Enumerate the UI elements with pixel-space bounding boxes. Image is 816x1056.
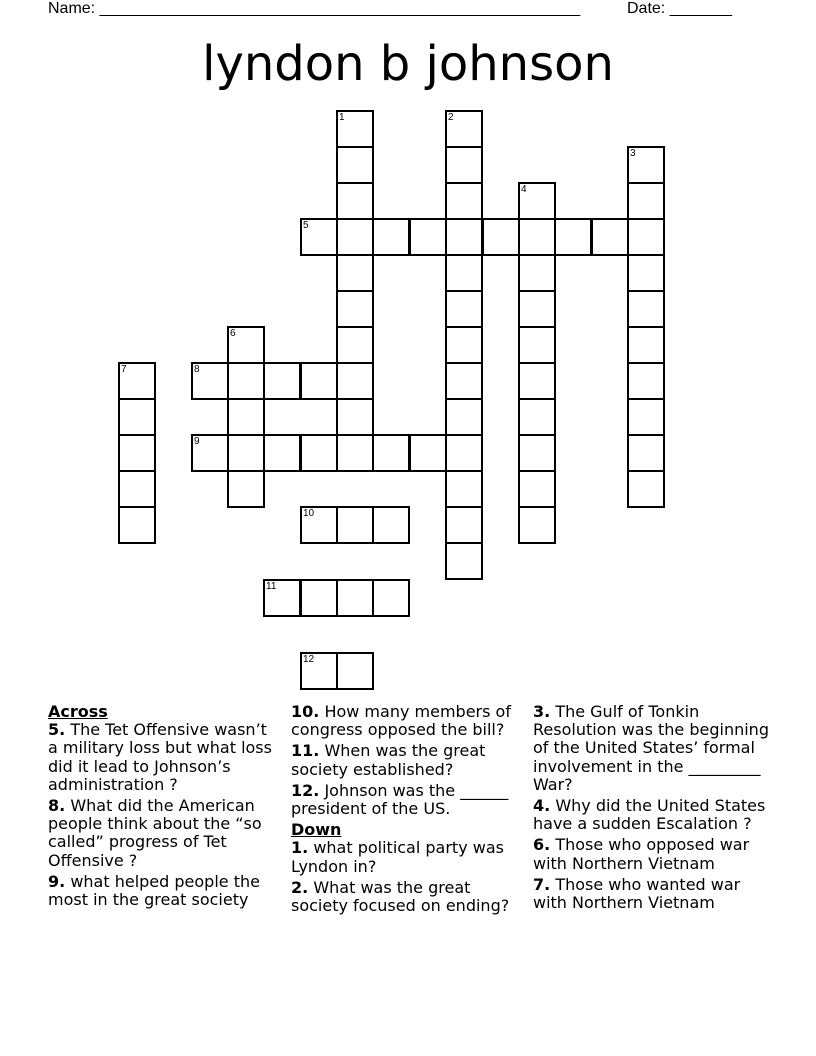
crossword-cell[interactable] [445,470,483,508]
crossword-cell[interactable] [336,326,374,364]
cell-number: 12 [303,654,315,665]
clue-down-2 [291,879,527,915]
name-blank: ______________________________________________________ [99,0,581,17]
crossword-cell[interactable] [118,362,156,400]
clue-down-6 [533,836,769,872]
crossword-cell[interactable] [518,182,556,220]
crossword-cell[interactable] [227,326,265,364]
clue-number: 2. [291,877,309,897]
cell-number: 3 [630,148,636,159]
clue-across-9 [48,873,278,909]
crossword-cell[interactable] [372,579,410,617]
crossword-cell[interactable] [300,652,338,690]
crossword-cell[interactable] [445,290,483,328]
crossword-cell[interactable] [518,398,556,436]
crossword-cell[interactable] [627,218,665,256]
crossword-cell[interactable] [300,579,338,617]
crossword-cell[interactable] [372,506,410,544]
clue-text: Why did the United States have a sudden Escalation ? [533,796,766,834]
clue-text: Johnson was the ______ president of the US. [291,780,509,819]
clue-number: 5. [48,720,66,740]
clue-text: what helped people the most in the great society [48,871,260,910]
crossword-cell[interactable] [445,182,483,220]
clue-text: Those who wanted war with Northern Vietnam [533,874,741,913]
crossword-cell[interactable] [372,434,410,472]
crossword-cell[interactable] [445,254,483,292]
crossword-cell[interactable] [227,398,265,436]
crossword-cell[interactable] [263,579,301,617]
crossword-cell[interactable] [300,362,338,400]
crossword-cell[interactable] [336,290,374,328]
crossword-cell[interactable] [227,362,265,400]
clue-number: 3. [533,702,551,721]
crossword-cell[interactable] [336,652,374,690]
crossword-cell[interactable] [554,218,592,256]
clue-number: 12. [291,780,320,800]
name-label: Name: [48,0,96,17]
crossword-cell[interactable] [591,218,629,256]
cell-number: 8 [194,364,200,375]
clue-across-12 [291,782,527,818]
clue-text: The Tet Offensive wasn’t a military loss but what loss did it lead to Johnson’s administration ? [48,720,272,794]
crossword-cell[interactable] [118,506,156,544]
date-label: Date: [627,0,666,17]
clue-text: When was the great society established? [291,741,486,779]
down-heading: Down [291,820,342,840]
clue-number: 8. [48,796,66,816]
crossword-cell[interactable] [409,434,447,472]
crossword-cell[interactable] [518,254,556,292]
crossword-cell[interactable] [372,218,410,256]
crossword-cell[interactable] [518,218,556,256]
cell-number: 2 [448,112,454,123]
crossword-cell[interactable] [445,434,483,472]
clue-text: Those who opposed war with Northern Vietnam [533,835,750,873]
cell-number: 1 [339,112,345,123]
crossword-cell[interactable] [518,290,556,328]
crossword-cell[interactable] [118,398,156,436]
crossword-cell[interactable] [191,434,229,472]
cell-number: 5 [303,220,309,231]
crossword-cell[interactable] [300,218,338,256]
crossword-cell[interactable] [518,362,556,400]
crossword-cell[interactable] [445,506,483,544]
crossword-cell[interactable] [336,182,374,220]
date-blank: _______ [669,0,732,17]
crossword-cell[interactable] [227,470,265,508]
clues-column-3 [533,703,769,915]
clue-number: 9. [48,871,66,891]
clue-down-3 [533,703,769,794]
crossword-cell[interactable] [336,579,374,617]
clue-down-1 [291,839,527,875]
crossword-cell[interactable] [263,362,301,400]
cell-number: 10 [303,508,315,519]
crossword-cell[interactable] [336,110,374,148]
puzzle-title: lyndon b johnson [202,36,614,92]
clue-across-11 [291,742,527,778]
crossword-cell[interactable] [227,434,265,472]
crossword-cell[interactable] [336,506,374,544]
clues-column-1 [48,703,278,912]
crossword-cell[interactable] [627,182,665,220]
clue-text: How many members of congress opposed the bill? [291,702,511,740]
crossword-cell[interactable] [627,362,665,400]
across-heading: Across [48,702,108,721]
crossword-cell[interactable] [336,434,374,472]
crossword-cell[interactable] [445,146,483,184]
crossword-cell[interactable] [518,506,556,544]
clues-column-2 [291,703,527,918]
crossword-cell[interactable] [627,434,665,472]
crossword-cell[interactable] [263,434,301,472]
crossword-cell[interactable] [336,362,374,400]
crossword-cell[interactable] [445,218,483,256]
crossword-cell[interactable] [445,326,483,364]
cell-number: 6 [230,328,236,339]
crossword-cell[interactable] [518,434,556,472]
clue-down-4 [533,797,769,833]
crossword-cell[interactable] [627,254,665,292]
crossword-cell[interactable] [627,398,665,436]
crossword-cell[interactable] [300,506,338,544]
crossword-cell[interactable] [118,470,156,508]
clue-number: 7. [533,874,551,894]
crossword-cell[interactable] [482,218,520,256]
clue-number: 10. [291,702,320,721]
cell-number: 9 [194,436,200,447]
clue-number: 1. [291,838,309,858]
cell-number: 7 [121,364,127,375]
crossword-cell[interactable] [627,290,665,328]
crossword-cell[interactable] [627,146,665,184]
crossword-cell[interactable] [300,434,338,472]
clue-down-7 [533,876,769,912]
crossword-cell[interactable] [118,434,156,472]
crossword-cell[interactable] [336,398,374,436]
cell-number: 4 [521,184,527,195]
crossword-cell[interactable] [518,326,556,364]
crossword-cell[interactable] [336,254,374,292]
crossword-cell[interactable] [445,110,483,148]
clue-text: What was the great society focused on ending? [291,877,510,916]
crossword-cell[interactable] [445,362,483,400]
clue-number: 6. [533,835,551,855]
cell-number: 11 [266,581,277,592]
clue-across-8 [48,797,278,870]
crossword-cell[interactable] [409,218,447,256]
crossword-cell[interactable] [445,398,483,436]
crossword-cell[interactable] [336,218,374,256]
clue-across-5 [48,721,278,794]
clue-number: 11. [291,741,320,761]
crossword-cell[interactable] [336,146,374,184]
clue-text: what political party was Lyndon in? [291,838,504,876]
crossword-cell[interactable] [445,542,483,580]
crossword-cell[interactable] [191,362,229,400]
crossword-cell[interactable] [518,470,556,508]
crossword-cell[interactable] [627,326,665,364]
clue-number: 4. [533,796,551,816]
clue-text: The Gulf of Tonkin Resolution was the beginning of the United States’ formal involvement in the _________ War? [533,702,769,794]
crossword-cell[interactable] [627,470,665,508]
clue-across-10 [291,703,527,739]
clue-text: What did the American people think about the “so called” progress of Tet Offensive ? [48,796,262,870]
